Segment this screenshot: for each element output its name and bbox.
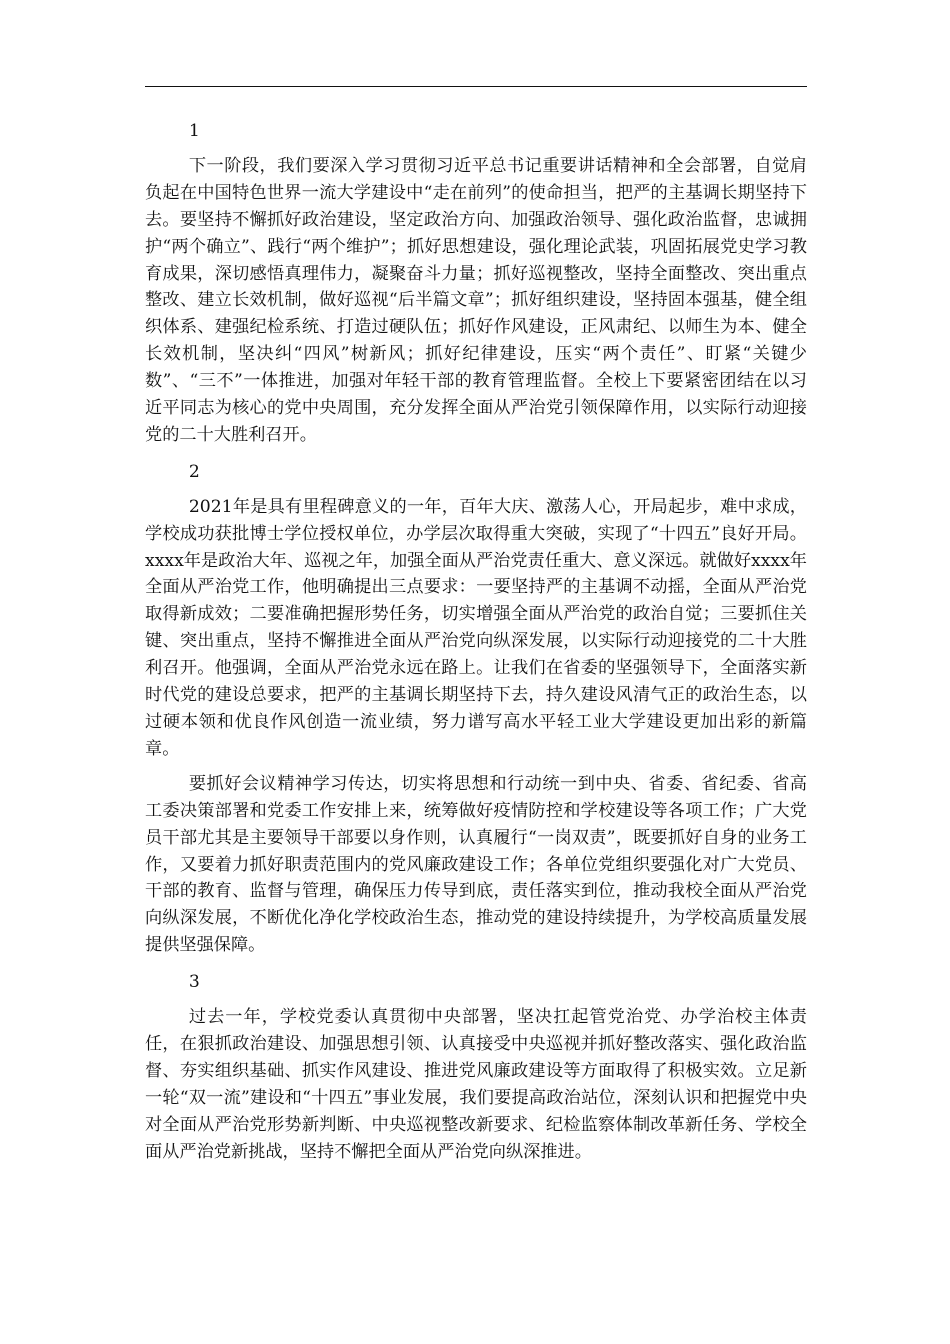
- section-number: 1: [188, 121, 200, 141]
- section-number: 2: [188, 461, 200, 482]
- body-paragraph: 2021年是具有里程碑意义的一年，百年大庆、激荡人心，开局起步，难中求成，学校成功获批博士学位授权单位，办学层次取得重大突破，实现了“十四五”良好开局。xxxx年是政治大年、巡视之年，加强全面从严治党责任重大、意义深远。就做好xxxx年全面从严治党工作，他明确提出三点要求：一要坚持严的主基调不动摇，全面从严治党取得新成效；二要准确把握形势任务，切实增强全面从严治党的政治自觉；三要抓住关键、突出重点，坚持不懈推进全面从严治党向纵深发展，以实际行动迎接党的二十大胜利召开。他强调，全面从严治党永远在路上。让我们在省委的坚强领导下，全面落实新时代党的建设总要求，把严的主基调长期坚持下去，持久建设风清气正的政治生态，以过硬本领和优良作风创造一流业绩，努力谱写高水平轻工业大学建设更加出彩的新篇章。: [145, 496, 807, 759]
- document-body: [145, 118, 807, 1173]
- body-paragraph: 下一阶段，我们要深入学习贯彻习近平总书记重要讲话精神和全会部署，自觉肩负起在中国特色世界一流大学建设中“走在前列”的使命担当，把严的主基调长期坚持下去。要坚持不懈抓好政治建设，坚定政治方向、加强政治领导、强化政治监督，忠诚拥护“两个确立”、践行“两个维护”；抓好思想建设，强化理论武装，巩固拓展党史学习教育成果，深切感悟真理伟力，凝聚奋斗力量；抓好巡视整改，坚持全面整改、突出重点整改、建立长效机制，做好巡视“后半篇文章”；抓好组织建设，坚持固本强基，健全组织体系、建强纪检系统、打造过硬队伍；抓好作风建设，正风肃纪、以师生为本、健全长效机制，坚决纠“四风”树新风；抓好纪律建设，压实“两个责任”、盯紧“关键少数”、“三不”一体推进，加强对年轻干部的教育管理监督。全校上下要紧密团结在以习近平同志为核心的党中央周围，充分发挥全面从严治党引领保障作用，以实际行动迎接党的二十大胜利召开。: [145, 155, 807, 445]
- header-rule: [145, 86, 807, 87]
- body-paragraph: 要抓好会议精神学习传达，切实将思想和行动统一到中央、省委、省纪委、省高工委决策部署和党委工作安排上来，统筹做好疫情防控和学校建设等各项工作；广大党员干部尤其是主要领导干部要以身作则，认真履行“一岗双责”，既要抓好自身的业务工作，又要着力抓好职责范围内的党风廉政建设工作；各单位党组织要强化对广大党员、干部的教育、监督与管理，确保压力传导到底，责任落实到位，推动我校全面从严治党向纵深发展，不断优化净化学校政治生态，推动党的建设持续提升，为学校高质量发展提供坚强保障。: [145, 773, 807, 956]
- body-paragraph: 过去一年，学校党委认真贯彻中央部署，坚决扛起管党治党、办学治校主体责任，在狠抓政治建设、加强思想引领、认真接受中央巡视并抓好整改落实、强化政治监督、夯实组织基础、抓实作风建设、推进党风廉政建设等方面取得了积极实效。立足新一轮“双一流”建设和“十四五”事业发展，我们要提高政治站位，深刻认识和把握党中央对全面从严治党形势新判断、中央巡视整改新要求、纪检监察体制改革新任务、学校全面从严治党新挑战，坚持不懈把全面从严治党向纵深推进。: [145, 1007, 807, 1162]
- section-number: 3: [188, 972, 200, 993]
